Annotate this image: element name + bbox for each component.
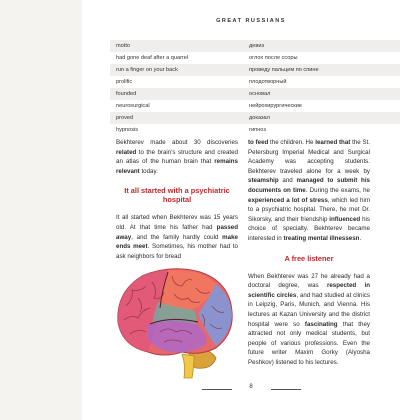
body-paragraph xyxy=(248,272,370,368)
emphasis: respected in scientific circles xyxy=(248,282,370,299)
right-column xyxy=(248,138,370,367)
emphasis: steamship xyxy=(248,177,279,185)
vocab-english: run a finger on your back xyxy=(116,67,178,73)
vocab-row xyxy=(110,88,400,100)
vocab-english: proved xyxy=(116,115,134,121)
emphasis: make ends meet xyxy=(116,233,238,251)
text-run: his choice of specialty. Bekhterev became interested in xyxy=(248,215,370,242)
intro-paragraph xyxy=(116,138,238,176)
vocabulary-table xyxy=(110,40,400,136)
text-run: today. xyxy=(139,167,158,175)
text-run: the children. He xyxy=(268,139,316,146)
text-run: . xyxy=(359,234,362,242)
vocab-row xyxy=(110,112,400,124)
text-run: and xyxy=(278,177,297,185)
vocab-russian: проведу пальцем по спине xyxy=(249,67,319,73)
section-heading: A free listener xyxy=(284,253,334,263)
page-number: 8 xyxy=(249,384,253,390)
vocab-row xyxy=(110,124,400,136)
text-run: that they attracted not only medical students, but people of various professions. Even the future writer Maxim Gorky (Alyosha Peshkov) listened to his lectures. xyxy=(248,320,370,366)
emphasis: remains relevant xyxy=(116,158,238,175)
section-heading: It all started with a psychiatric hospital xyxy=(124,186,230,205)
vocab-english: motto xyxy=(116,43,130,49)
vocab-row xyxy=(110,100,400,112)
vocab-english: neurosurgical xyxy=(116,103,150,109)
footer-rule xyxy=(271,389,301,390)
left-column xyxy=(116,138,238,261)
vocab-row xyxy=(110,52,400,64)
text-run: , which led him to a psychiatric hospital. There, he met Dr. Sikorsky, and their friendship xyxy=(248,196,370,223)
emphasis: influenced xyxy=(329,215,361,223)
text-run: It all started when Bekhterev was 15 years old. At that time his father had xyxy=(116,214,238,231)
vocab-row xyxy=(110,76,400,88)
emphasis: related xyxy=(116,148,137,156)
vocab-row xyxy=(110,40,400,52)
vocab-russian: оглох после ссоры xyxy=(249,55,298,61)
brain-illustration xyxy=(112,262,240,380)
text-run: . During the exams, he xyxy=(305,186,370,194)
left-margin xyxy=(0,0,82,420)
page-footer xyxy=(82,384,420,394)
emphasis: experienced a lot of stress xyxy=(248,196,328,204)
running-header: GREAT RUSSIANS xyxy=(216,18,286,24)
text-run: Bekhterev made about 30 discoveries xyxy=(116,139,238,146)
vocab-russian: доказал xyxy=(249,115,270,121)
body-paragraph xyxy=(116,213,238,261)
text-run: , and the family hardly could xyxy=(131,233,223,241)
emphasis: fascinating xyxy=(304,320,338,328)
text-run: , and had studied at clinics in Leipzig, Paris, Munich, and Vienna. His lectures at Kazan University and the district hospital were so xyxy=(248,291,371,328)
text-run: . Sometimes, his mother had to ask neighbors for bread xyxy=(116,243,239,260)
emphasis: passed away xyxy=(116,223,238,241)
body-paragraph xyxy=(248,138,370,244)
text-run: the St. Petersburg Imperial Medical and Surgical Academy was accepting students. Bekhterev traveled alone for a week by xyxy=(248,139,370,175)
vocab-english: had gone deaf after a quarrel xyxy=(116,55,189,61)
emphasis: managed to submit his documents on time xyxy=(248,177,370,194)
emphasis: treating mental illnessesn xyxy=(283,234,360,242)
vocab-row xyxy=(110,64,400,76)
vocab-russian: плодотворный xyxy=(249,79,287,85)
emphasis: to feed xyxy=(248,139,269,146)
emphasis: learned that xyxy=(315,139,351,146)
vocab-russian: основал xyxy=(249,91,271,97)
text-run: When Bekhterev was 27 he already had a doctoral degree, was xyxy=(248,272,370,290)
footer-rule xyxy=(202,389,232,390)
vocab-russian: девиз xyxy=(249,43,265,49)
text-run: to the brain's structure and created an atlas of the human brain that xyxy=(116,148,238,166)
page xyxy=(82,0,420,420)
vocab-english: founded xyxy=(116,91,137,97)
vocab-russian: нейрохирургические xyxy=(249,103,302,109)
vocab-english: prolific xyxy=(116,79,133,85)
vocab-russian: гипноз xyxy=(249,127,266,133)
vocab-english: hypnosis xyxy=(116,127,139,133)
